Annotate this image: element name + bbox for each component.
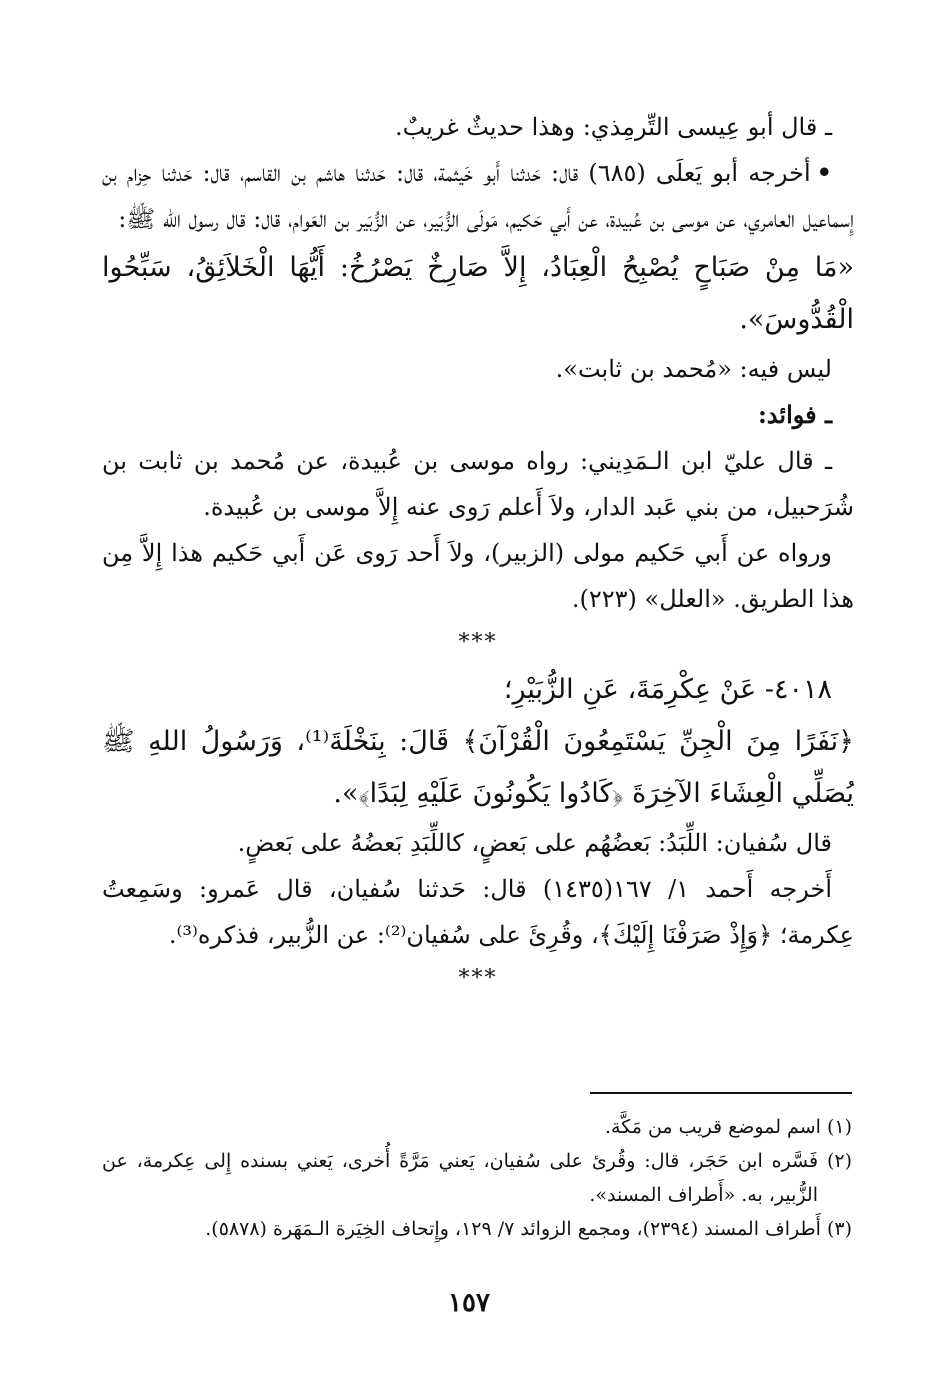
footnote-3: (٣) أَطراف المسند (٢٣٩٤)، ومجمع الزوائد ٧/ ١٢٩، وإِتحاف الخِيَرة الـمَهَرة (٥٨٧٨). bbox=[205, 1218, 852, 1240]
bullet-icon: • bbox=[816, 158, 832, 187]
paragraph-narration-abu-hakim: ورواه عن أَبي حَكيم مولى (الزبير)، ولاَ أَحد رَوى عَن أَبي حَكيم هذا إِلاَّ مِن هذا الطريق. «العلل» (٢٢٣). bbox=[102, 539, 854, 613]
hadith-text-jinn: ﴿نَفَرًا مِنَ الْجِنِّ يَسْتَمِعُونَ الْقُرْآنَ﴾ قَالَ: بِنَخْلَةَ⁽¹⁾، وَرَسُولُ اللهِ ﷺ يُصَلِّي الْعِشَاءَ الآخِرَةَ ﴿كَادُوا يَكُونُونَ عَلَيْهِ لِبَدًا﴾». bbox=[102, 726, 854, 809]
page-number: ١٥٧ bbox=[448, 1288, 490, 1318]
paragraph-abu-yala-chain bbox=[102, 150, 854, 242]
section-separator: *** bbox=[458, 966, 498, 991]
main-text bbox=[102, 104, 854, 1000]
section-separator: *** bbox=[458, 630, 498, 655]
hadith-number-heading: ٤٠١٨- عَنْ عِكْرِمَةَ، عَنِ الزُّبَيْرِ؛ bbox=[503, 674, 832, 705]
footnote-divider bbox=[590, 1092, 852, 1094]
paragraph-ibn-madini: ـ قال عليّ ابن الـمَدِيني: رواه موسى بن عُبيدة، عن مُحمد بن ثابت بن شُرَحبيل، من بني عَبد الدار، ولاَ أَعلم رَوى عنه إِلاَّ موسى بن عُبيدة. bbox=[102, 447, 854, 521]
paragraph-tirmidhi-comment: ـ قال أبو عِيسى التِّرمِذي: وهذا حديثٌ غريبٌ. bbox=[394, 113, 832, 141]
section-heading-benefits: ـ فوائد: bbox=[757, 400, 832, 429]
hadith-text: «مَا مِنْ صَبَاحٍ يُصْبِحُ الْعِبَادُ، إِلاَّ صَارِخٌ يَصْرُخُ: أَيُّهَا الْخَلاَئِقُ، سَبِّحُوا الْقُدُّوسَ». bbox=[102, 252, 854, 335]
footnotes bbox=[102, 1110, 852, 1246]
paragraph-not-included: ليس فيه: «مُحمد بن ثابت». bbox=[555, 355, 832, 383]
footnote-1: (١) اسم لموضع قريب من مَكَّة. bbox=[605, 1116, 852, 1138]
paragraph-sufyan-comment: قال سُفيان: اللِّبَدُ: بَعضُهُم على بَعضٍ، كاللِّبَدِ بَعضُهُ على بَعضٍ. bbox=[237, 829, 832, 857]
footnote-2: (٢) فَسَّره ابن حَجَر، قال: وقُرئ على سُفيان، يَعني مَرَّةً أُخرى، يَعني بسنده إِلى عِكرمة، عن الزُّبير، به. «أَطراف المسند». bbox=[102, 1150, 852, 1206]
chain-text: أخرجه أبو يَعلَى (٦٨٥) قال: حَدثنا أَبو خَيثمة، قال: حَدثنا هاشم بن القاسم، قال: حَدثنا حِزام بن إِسماعيل العامري، عن موسى بن عُبيدة، عن أَبي حَكيم، مَولَى الزُّبَير، عن الزُّبَير بن العَوام، قال: قال رسول الله ﷺ: bbox=[102, 159, 854, 233]
paragraph-ahmad-chain: أَخرجه أَحمد ١/ ١٦٧(١٤٣٥) قال: حَدثنا سُفيان، قال عَمرو: وسَمِعتُ عِكرمة؛ ﴿وَإِذْ صَرَفْنَا إِلَيْكَ﴾، وقُرِئَ على سُفيان⁽²⁾: عن الزُّبير، فذكره⁽³⁾. bbox=[102, 875, 854, 949]
